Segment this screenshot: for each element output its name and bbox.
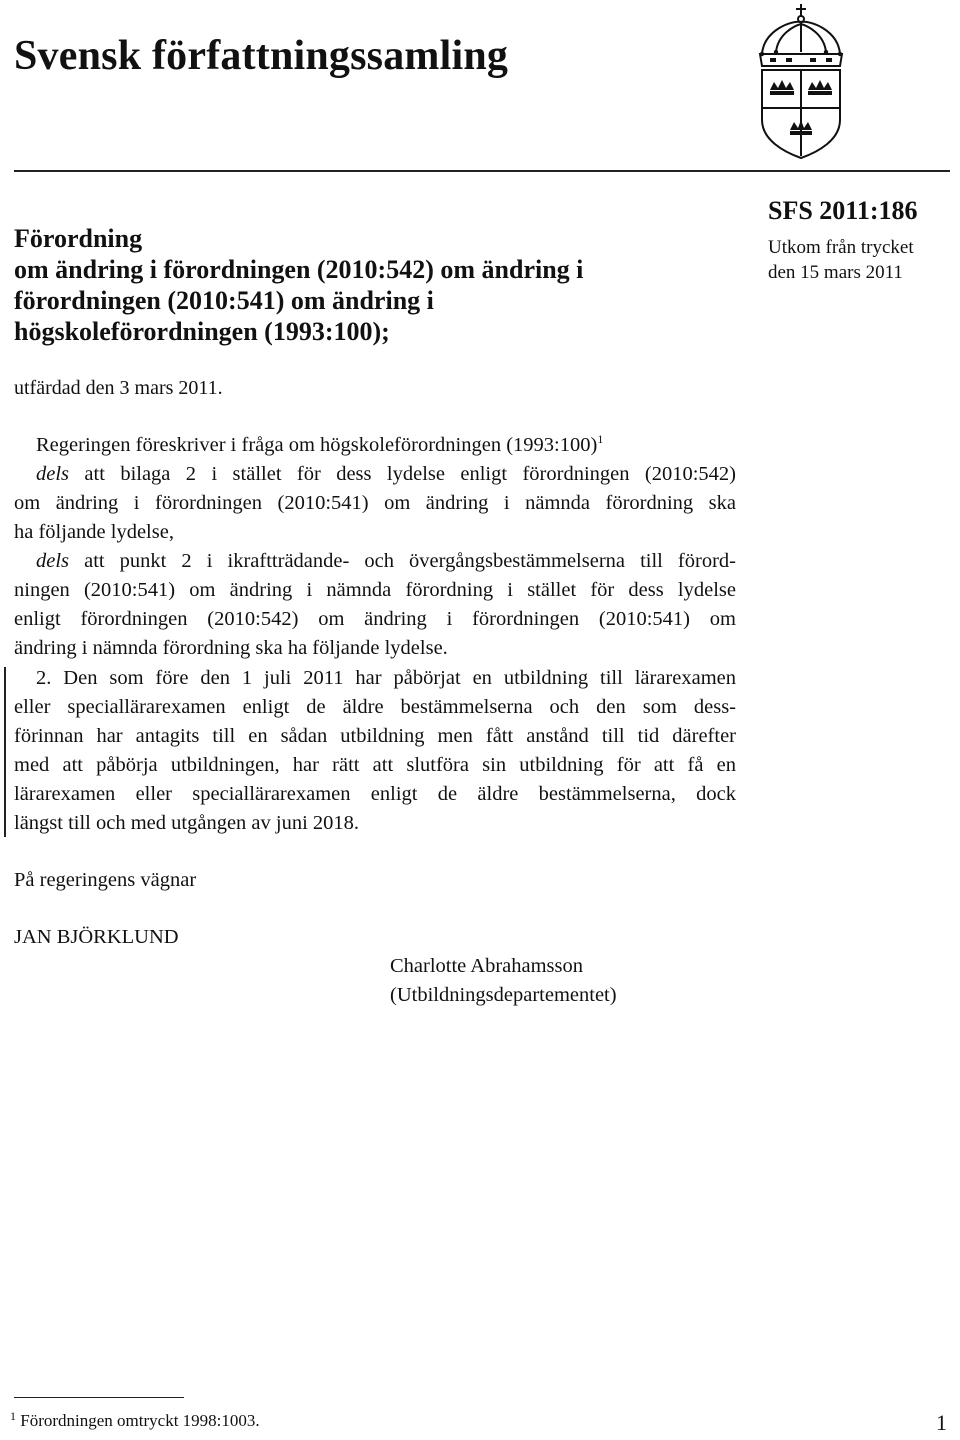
italic-dels: dels [36, 463, 70, 485]
text-line: eller speciallärarexamen enligt de äldre bestämmelserna och den som dess- [14, 696, 736, 718]
title-line: om ändring i förordningen (2010:542) om ändring i [14, 255, 584, 284]
footnote-text: Förordningen omtryckt 1998:1003. [16, 1411, 260, 1430]
publication-date-line2: den 15 mars 2011 [768, 262, 903, 283]
text-line: 2. Den som före den 1 juli 2011 har påbörjat en utbildning till lärarexamen [36, 667, 736, 689]
document-title [14, 223, 583, 347]
change-indicator-bar [4, 667, 6, 837]
text-line: med att påbörja utbildningen, har rätt att slutföra sin utbildning för att få en [14, 754, 736, 776]
swedish-lesser-coat-of-arms-icon [752, 2, 850, 160]
footnote-reference: 1 [597, 432, 604, 446]
publication-title: Svensk författningssamling [14, 33, 509, 79]
title-line: Förordning [14, 224, 143, 253]
text-line: enligt förordningen (2010:542) om ändring i förordningen (2010:541) om [14, 608, 736, 630]
text-span: Regeringen föreskriver i fråga om högskoleförordningen (1993:100) [36, 434, 598, 456]
paragraph-dels-2 [14, 547, 736, 663]
italic-dels: dels [36, 550, 70, 572]
text-line: lärarexamen eller speciallärarexamen enligt de äldre bestämmelserna, dock [14, 783, 736, 805]
text-line [14, 460, 736, 489]
text-line: längst till och med utgången av juni 2018. [14, 812, 360, 834]
signature-line: På regeringens vägnar [14, 869, 197, 891]
text-line: om ändring i förordningen (2010:541) om ändring i nämnda förordning ska [14, 492, 736, 514]
footnote-rule [14, 1397, 184, 1398]
text-span: att punkt 2 i ikraftträdande- och övergångsbestämmelserna till förord- [69, 550, 736, 572]
header-rule [14, 170, 950, 172]
publication-date-line1: Utkom från trycket [768, 237, 914, 258]
footnote-mark: 1 [10, 1409, 16, 1423]
title-line: högskoleförordningen (1993:100); [14, 317, 390, 346]
text-span: att bilaga 2 i stället för dess lydelse enligt förordningen (2010:542) [69, 463, 736, 485]
issued-date: utfärdad den 3 mars 2011. [14, 377, 223, 399]
page-number: 1 [936, 1410, 947, 1435]
text-line: förinnan har antagits till en sådan utbildning men fått anstånd till tid därefter [14, 725, 736, 747]
text-line: ändring i nämnda förordning ska ha följande lydelse. [14, 637, 448, 659]
department-name: (Utbildningsdepartementet) [390, 984, 617, 1006]
minister-name: JAN BJÖRKLUND [14, 926, 179, 948]
sfs-number: SFS 2011:186 [768, 196, 918, 225]
text-line: ningen (2010:541) om ändring i nämnda förordning i stället för dess lydelse [14, 579, 736, 601]
title-line: förordningen (2010:541) om ändring i [14, 286, 434, 315]
text-line: ha följande lydelse, [14, 521, 174, 543]
footnote [10, 1411, 260, 1431]
paragraph-point-2 [14, 664, 736, 838]
paragraph-preamble [14, 431, 736, 547]
official-name: Charlotte Abrahamsson [390, 955, 584, 977]
text-line [14, 431, 736, 460]
text-line [14, 547, 736, 576]
